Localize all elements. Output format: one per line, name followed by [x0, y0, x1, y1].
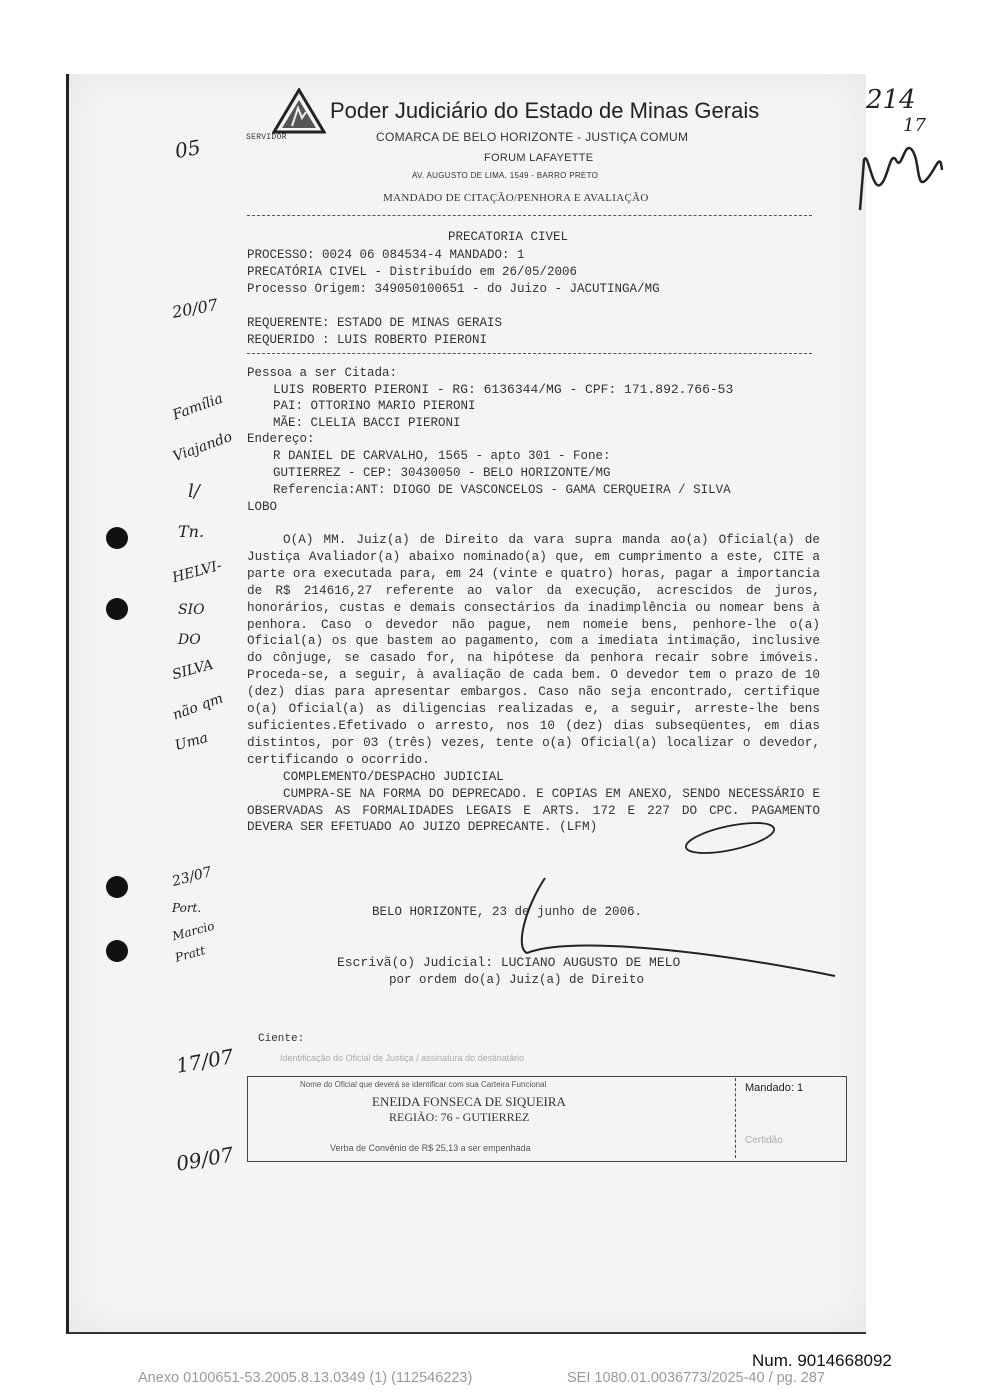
handwritten-note: Port. [172, 901, 202, 915]
comarca-line: COMARCA DE BELO HORIZONTE - JUSTIÇA COMUM [376, 130, 689, 144]
verba-line: Verba de Convênio de R$ 25,13 a ser empenhada [330, 1143, 531, 1153]
handwritten-note: SIO [178, 602, 205, 618]
punch-hole [106, 598, 128, 620]
handwritten-date: 09/07 [174, 1142, 236, 1176]
circle-mark [680, 818, 780, 858]
handwritten-note: Uma [173, 729, 210, 755]
order-paragraph: O(A) MM. Juiz(a) de Direito da vara supra manda ao(a) Oficial(a) de Justiça Avaliador(a) abaixo nominado(a) que, em cumprimento a este, CITE a parte ora executada para, em 24 (vinte e quatro) horas, pagar a importancia de R$ 214616,27 referente ao valor da execução, acrescidos de juros, honorários, custas e demais consectários da inadimplência ou nomear bens à penhora. Caso o devedor não pague, nem nomeie bens, penhore-lhe o(a) Oficial(a) os que bastem ao pagamento, com a imediata intimação, inclusive do cônjuge, se casado for, na hipótese da penhora recair sobre imóveis. Proceda-se, a seguir, à avaliação de cada bem. O devedor tem o prazo de 10 (dez) dias para apresentar embargos. Caso não seja encontrado, certifique o(a) Oficial(a) as diligencias realizadas e, a seguir, arreste-lhe bens suficientes.Efetivado o arresto, nos 10 (dez) dias subseqüentes, em dias distintos, por 03 (três) vezes, tente o(a) Oficial(a) localizar o devedor, certificando o ocorrido. [247, 532, 820, 767]
complemento-text: CUMPRA-SE NA FORMA DO DEPRECADO. E COPIAS EM ANEXO, SENDO NECESSÁRIO E OBSERVADAS AS FORMALIDADES LEGAIS E ARTS. 172 E 227 DO CPC. PAGAMENTO DEVERA SER EFETUADO AO JUIZO DEPRECANTE. (LFM) [247, 785, 820, 835]
oficial-regiao: REGIÃO: 76 - GUTIERREZ [389, 1110, 530, 1124]
punch-hole [106, 876, 128, 898]
box-header: Nome do Oficial que deverá se identificar com sua Carteira Funcional [300, 1080, 547, 1089]
handwritten-date: 23/07 [170, 864, 214, 890]
handwritten-note: Marcio [170, 918, 216, 944]
divider [247, 215, 812, 216]
handwritten-note: 05 [173, 134, 203, 164]
complemento-label: COMPLEMENTO/DESPACHO JUDICIAL [283, 768, 504, 784]
handwritten-note: SILVA [170, 656, 216, 684]
endereco-line-1: R DANIEL DE CARVALHO, 1565 - apto 301 - Fone: [273, 449, 611, 463]
ordem-line: por ordem do(a) Juiz(a) de Direito [389, 973, 645, 987]
escrivao-line: Escrivã(o) Judicial: LUCIANO AUGUSTO DE MELO [337, 955, 681, 970]
order-body [247, 532, 820, 836]
handwritten-date: 20/07 [170, 295, 220, 322]
handwritten-note: DO [178, 632, 201, 648]
handwritten-note: Pratt [173, 943, 207, 965]
servidor-tag: SERVIDOR [246, 133, 287, 142]
handwritten-note: HELVI- [170, 557, 224, 587]
origem-line: Processo Origem: 349050100651 - do Juizo - JACUTINGA/MG [247, 282, 660, 296]
divider [247, 353, 812, 354]
referencia-line-2: LOBO [247, 500, 278, 514]
distribuida-line: PRECATÓRIA CIVEL - Distribuído em 26/05/2006 [247, 265, 578, 279]
punch-hole [106, 527, 128, 549]
pessoa-nome: LUIS ROBERTO PIERONI - RG: 6136344/MG - CPF: 171.892.766-53 [273, 382, 734, 397]
ciente-label: Ciente: [258, 1033, 305, 1045]
endereco-label: Endereço: [247, 432, 315, 446]
sei-footer: SEI 1080.01.0036773/2025-40 / pg. 287 [567, 1370, 825, 1386]
requerido-line: REQUERIDO : LUIS ROBERTO PIERONI [247, 333, 488, 347]
forum-line: FORUM LAFAYETTE [484, 152, 594, 164]
requerente-line: REQUERENTE: ESTADO DE MINAS GERAIS [247, 316, 503, 330]
processo-line: PROCESSO: 0024 06 084534-4 MANDADO: 1 [247, 248, 525, 262]
court-logo-icon [272, 88, 326, 134]
certidao-label: Certidão [745, 1135, 783, 1146]
handwritten-note: Viajando [170, 428, 235, 466]
handwritten-page-number: 214 [866, 85, 916, 115]
handwritten-note: Tn. [178, 522, 205, 541]
mandado-number: Mandado: 1 [745, 1082, 804, 1094]
pessoa-pai: PAI: OTTORINO MARIO PIERONI [273, 399, 476, 413]
address-line: AV. AUGUSTO DE LIMA, 1549 - BARRO PRETO [412, 171, 599, 180]
precatoria-heading: PRECATORIA CIVEL [448, 230, 569, 244]
handwritten-note: Família [170, 390, 226, 424]
oficial-name: ENEIDA FONSECA DE SIQUEIRA [372, 1094, 566, 1109]
initials-scribble [850, 130, 950, 220]
signature-stroke [505, 868, 845, 988]
court-title: Poder Judiciário do Estado de Minas Gerais [330, 98, 760, 123]
referencia-line: Referencia:ANT: DIOGO DE VASCONCELOS - GAMA CERQUEIRA / SILVA [273, 483, 731, 497]
pessoa-mae: MÃE: CLELIA BACCI PIERONI [273, 416, 461, 430]
document-type: MANDADO DE CITAÇÃO/PENHORA E AVALIAÇÃO [383, 192, 649, 204]
handwritten-note: l/ [188, 481, 200, 502]
issue-date: BELO HORIZONTE, 23 de junho de 2006. [372, 905, 643, 919]
handwritten-date: 17/07 [174, 1044, 236, 1078]
handwritten-page-suffix: 17 [903, 115, 926, 136]
document-number: Num. 9014668092 [752, 1351, 892, 1370]
punch-hole [106, 940, 128, 962]
pessoa-label: Pessoa a ser Citada: [247, 366, 398, 380]
anexo-footer: Anexo 0100651-53.2005.8.13.0349 (1) (112546223) [138, 1370, 473, 1386]
handwritten-note: não qm [170, 690, 226, 724]
faded-note: Identificação do Oficial de Justiça / assinatura do destinatário [280, 1053, 525, 1063]
endereco-line-2: GUTIERREZ - CEP: 30430050 - BELO HORIZONTE/MG [273, 466, 611, 480]
